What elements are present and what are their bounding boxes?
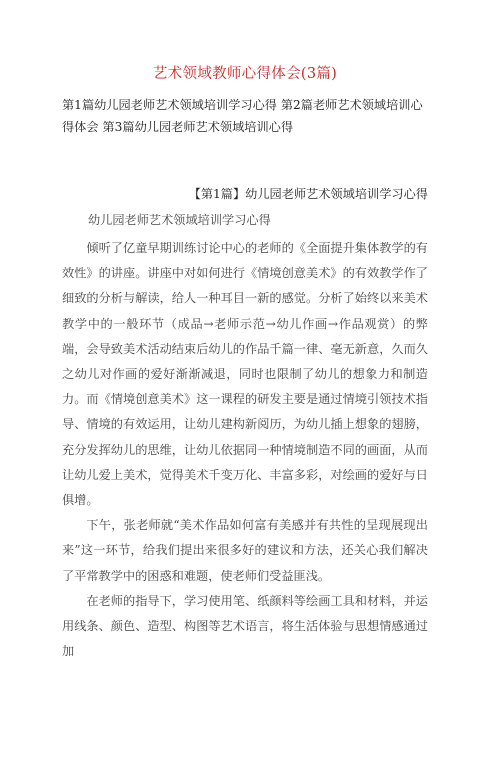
section-subtitle: 幼儿园老师艺术领域培训学习心得 — [88, 213, 271, 227]
table-of-contents: 第1篇幼儿园老师艺术领域培训学习心得 第2篇老师艺术领域培训心得体会 第3篇幼儿园老师艺术领域培训心得 — [62, 98, 423, 134]
section-heading: 【第1篇】幼儿园老师艺术领域培训学习心得 — [188, 187, 428, 201]
body-paragraph: 下午，张老师就“美术作品如何富有美感并有共性的呈现展现出来”这一环节，给我们提出来很多好的建议和方法，还关心我们解决了平常教学中的困惑和难题，使老师们受益匪浅。 — [62, 518, 428, 583]
body-paragraph: 倾听了亿童早期训练讨论中心的老师的《全面提升集体教学的有效性》的讲座。讲座中对如何进行《情境创意美术》的有效教学作了细致的分析与解读，给人一种耳目一新的感觉。分析了始终以来美术教学中的一般环节（成品→老师示范→幼儿作画→作品观赏）的弊端，会导致美术活动结束后幼儿的作品千篇一律、毫无新意，久而久之幼儿对作画的爱好渐渐减退，同时也限制了幼儿的想象力和制造力。而《情境创意美术》这一课程的研发主要是通过情境引领技术指导、情境的有效运用，让幼儿建构新阅历，为幼儿插上想象的翅膀，充分发挥幼儿的思维，让幼儿依据同一种情境制造不同的画面，从而让幼儿爱上美术，觉得美术千变万化、丰富多彩，对绘画的爱好与日俱增。 — [62, 241, 428, 508]
document-title: 艺术领域教师心得体会(3篇) — [152, 66, 338, 82]
spacer — [62, 138, 428, 182]
document-page — [0, 64, 496, 766]
body-paragraph: 在老师的指导下，学习使用笔、纸颜料等绘画工具和材料，并运用线条、颜色、造型、构图等艺术语言，将生活体验与思想情感通过加 — [62, 593, 428, 659]
